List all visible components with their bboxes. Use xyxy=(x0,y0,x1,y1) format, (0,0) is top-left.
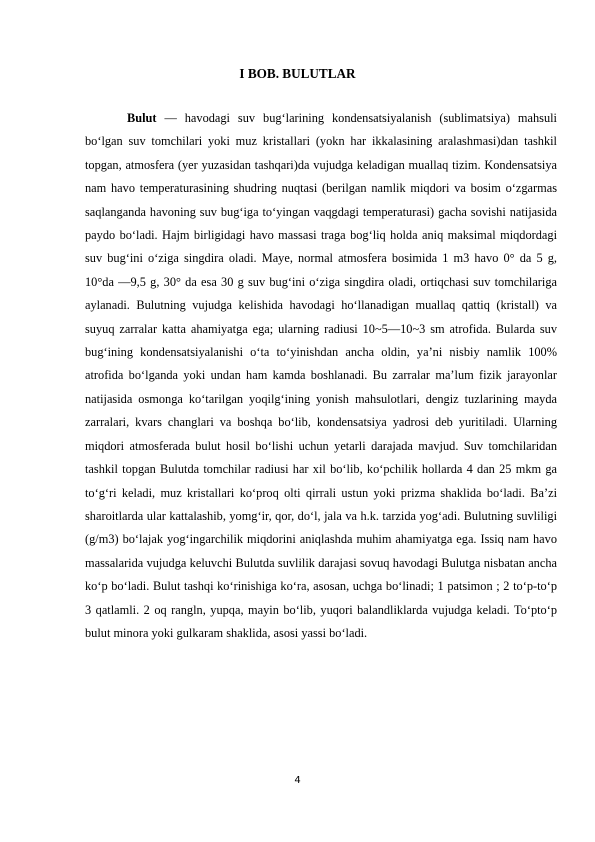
body-paragraph xyxy=(85,107,557,645)
term-bulut: Bulut xyxy=(127,111,157,125)
page-number: 4 xyxy=(294,775,301,786)
paragraph-text: — havodagi suv bug‘larining kondensatsiyalanish (sublimatsiya) mahsuli bo‘lgan suv tomchilari yoki muz kristallari (yokn har ikkalasining aralashmasi)dan tashkil topgan, atmosfera (yer yuzasidan tashqari)da vujudga keladigan muallaq tizim. Kondensatsiya nam havo temperaturasining shudring nuqtasi (berilgan namlik miqdori va bosim o‘zgarmas saqlanganda havoning suv bug‘iga to‘yingan vaqgdagi temperaturasi) gacha sovishi natijasida paydo bo‘ladi. Hajm birligidagi havo massasi traga bog‘liq holda aniq maksimal miqdordagi suv bug‘ini o‘ziga singdira oladi. Maye, normal atmosfera bosimida 1 m3 havo 0° da 5 g, 10°da —9,5 g, 30° da esa 30 g suv bug‘ini o‘ziga singdira oladi, ortiqchasi suv tomchilariga aylanadi. Bulutning vujudga kelishida havodagi ho‘llanadigan muallaq qattiq (kristall) va suyuq zarralar katta ahamiyatga ega; ularning radiusi 10~5—10~3 sm atrofida. Bularda suv bug‘ining kondensatsiyalanishi o‘ta to‘yinishdan ancha oldin, ya’ni nisbiy namlik 100% atrofida bo‘lganda yoki undan ham kamda boshlanadi. Bu zarralar ma’lum fizik jarayonlar natijasida osmonga ko‘tarilgan yoqilg‘ining yonish mahsulotlari, dengiz tuzlarining mayda zarralari, kvars changlari va boshqa bo‘lib, kondensatsiya yadrosi deb yuritiladi. Ularning miqdori atmosferada bulut hosil bo‘lishi uchun yetarli darajada mavjud. Suv tomchilaridan tashkil topgan Bulutda tomchilar radiusi har xil bo‘lib, ko‘pchilik hollarda 4 dan 25 mkm ga to‘g‘ri keladi, muz kristallari ko‘proq olti qirrali ustun yoki prizma shaklida bo‘ladi. Ba’zi sharoitlarda ular kattalashib, yomg‘ir, qor, do‘l, jala va h.k. tarzida yog‘adi. Bulutning suvliligi (g/m3) bo‘lajak yog‘ingarchilik miqdorini aniqlashda muhim ahamiyatga ega. Issiq nam havo massalarida vujudga keluvchi Bulutda suvlilik darajasi sovuq havodagi Bulutga nisbatan ancha ko‘p bo‘ladi. Bulut tashqi ko‘rinishiga ko‘ra, asosan, uchga bo‘linadi; 1 patsimon ; 2 to‘p-to‘p 3 qatlamli. 2 oq rangln, yupqa, mayin bo‘lib, yuqori balandliklarda vujudga keladi. To‘pto‘p bulut minora yoki gulkaram shaklida, asosi yassi bo‘ladi. xyxy=(85,111,557,640)
chapter-title: I BOB. BULUTLAR xyxy=(239,66,356,81)
